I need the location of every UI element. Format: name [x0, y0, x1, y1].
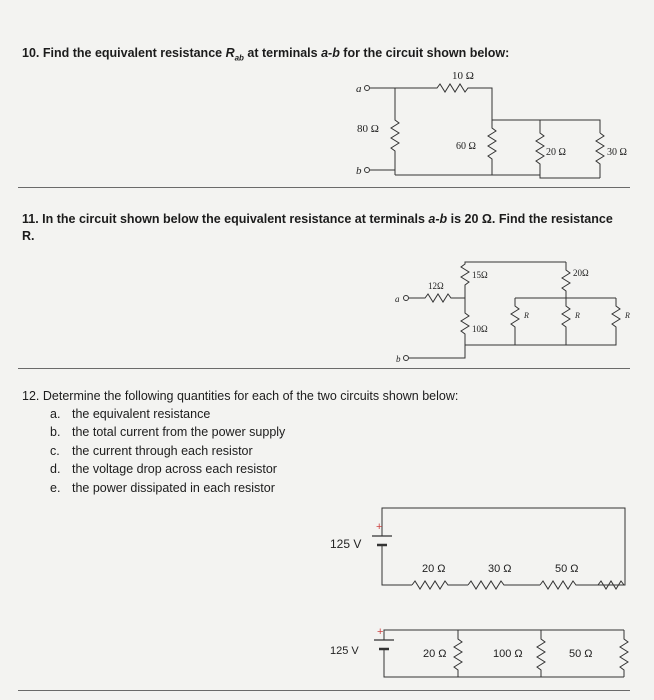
q12-item-c-letter: c. — [50, 444, 60, 458]
c11-label-b: b — [396, 354, 401, 364]
q10-text-before: Find the equivalent resistance — [42, 46, 226, 60]
q11-value: 20 Ω — [464, 212, 492, 226]
c10-resistor-30 — [596, 133, 604, 178]
q12-item-a-text: the equivalent resistance — [72, 407, 211, 421]
c12a-resistor-20 — [412, 581, 468, 589]
c11-label-15: 15Ω — [472, 270, 488, 280]
circuit-12a — [372, 508, 625, 589]
c10-terminal-b — [365, 168, 370, 173]
c11-label-10: 10Ω — [472, 324, 488, 334]
q10-terminals: a-b — [321, 46, 340, 60]
c11-label-R2: R — [575, 311, 580, 320]
c10-label-b: b — [356, 165, 362, 177]
q12-item-b-letter: b. — [50, 425, 61, 439]
c12a-label-50: 50 Ω — [555, 563, 579, 575]
c11-label-R1: R — [524, 311, 529, 320]
c11-resistor-R2 — [562, 298, 570, 345]
c10-label-10: 10 Ω — [452, 70, 474, 82]
q11-number: 11. — [22, 212, 39, 226]
q10-symbol: R — [225, 46, 235, 60]
c12b-label-50: 50 Ω — [569, 648, 593, 660]
q10-number: 10. — [22, 46, 40, 60]
c10-label-80: 80 Ω — [357, 123, 379, 135]
c11-resistor-R3 — [515, 298, 620, 345]
c12b-label-voltage: 125 V — [330, 645, 359, 657]
c12b-wire-top — [384, 630, 624, 640]
c10-label-60: 60 Ω — [456, 141, 476, 152]
c11-label-a: a — [395, 294, 400, 304]
q12-text: Determine the following quantities for each of the two circuits shown below: — [42, 389, 459, 403]
c10-wire-bottom — [492, 175, 540, 178]
c11-resistor-10 — [461, 298, 515, 345]
c12a-label-plus: + — [376, 521, 383, 533]
c11-resistor-20 — [562, 262, 570, 298]
circuit-10 — [365, 84, 605, 178]
q12-item-e-letter: e. — [50, 481, 61, 495]
c11-resistor-12 — [409, 294, 465, 302]
c12b-resistor-20 — [454, 630, 462, 677]
q11-text-mid: is — [447, 212, 465, 226]
c10-label-20: 20 Ω — [546, 147, 566, 158]
c11-terminal-a — [404, 296, 409, 301]
q12-item-e-text: the power dissipated in each resistor — [72, 481, 275, 495]
q12-item-d-letter: d. — [50, 462, 61, 476]
c11-resistor-15 — [461, 262, 566, 298]
c10-terminal-a — [365, 86, 370, 91]
c12a-label-30: 30 Ω — [488, 563, 512, 575]
q12-item-b-text: the total current from the power supply — [72, 425, 286, 439]
c10-resistor-10 — [395, 84, 600, 133]
c12b-label-plus: + — [377, 626, 384, 638]
q12-item-d-text: the voltage drop across each resistor — [72, 462, 277, 476]
c10-resistor-60 — [395, 120, 496, 175]
c12b-label-100: 100 Ω — [493, 648, 523, 660]
c11-resistor-R1 — [511, 298, 519, 345]
c11-label-R3: R — [625, 311, 630, 320]
c11-label-12: 12Ω — [428, 281, 444, 291]
q11-text-before: In the circuit shown below the equivalent resistance at terminals — [42, 212, 429, 226]
q11-line2: R. — [22, 229, 35, 243]
q10-subscript: ab — [234, 53, 244, 63]
q11-text-after: . Find the resistance — [491, 212, 613, 226]
c12b-resistor-100 — [537, 630, 545, 677]
q12-number: 12. — [22, 389, 40, 403]
q11-terminals: a-b — [428, 212, 448, 226]
c12a-wire-top — [382, 508, 625, 589]
c11-wire-b — [409, 345, 465, 358]
c11-label-20: 20Ω — [573, 268, 589, 278]
q12-item-c-text: the current through each resistor — [72, 444, 253, 458]
q10-text-after: for the circuit shown below: — [339, 46, 510, 60]
c10-label-30: 30 Ω — [607, 147, 627, 158]
c12a-resistor-50 — [540, 581, 598, 589]
c12b-resistor-50 — [620, 630, 628, 677]
c12a-resistor-30 — [468, 581, 540, 589]
c12a-wire-left — [382, 545, 412, 585]
c10-label-a: a — [356, 83, 362, 95]
c12a-label-voltage: 125 V — [330, 537, 362, 551]
c12b-label-20: 20 Ω — [423, 648, 447, 660]
q12-item-a-letter: a. — [50, 407, 61, 421]
c12a-label-20: 20 Ω — [422, 563, 446, 575]
c11-terminal-b — [404, 356, 409, 361]
q10-text-mid: at terminals — [243, 46, 322, 60]
